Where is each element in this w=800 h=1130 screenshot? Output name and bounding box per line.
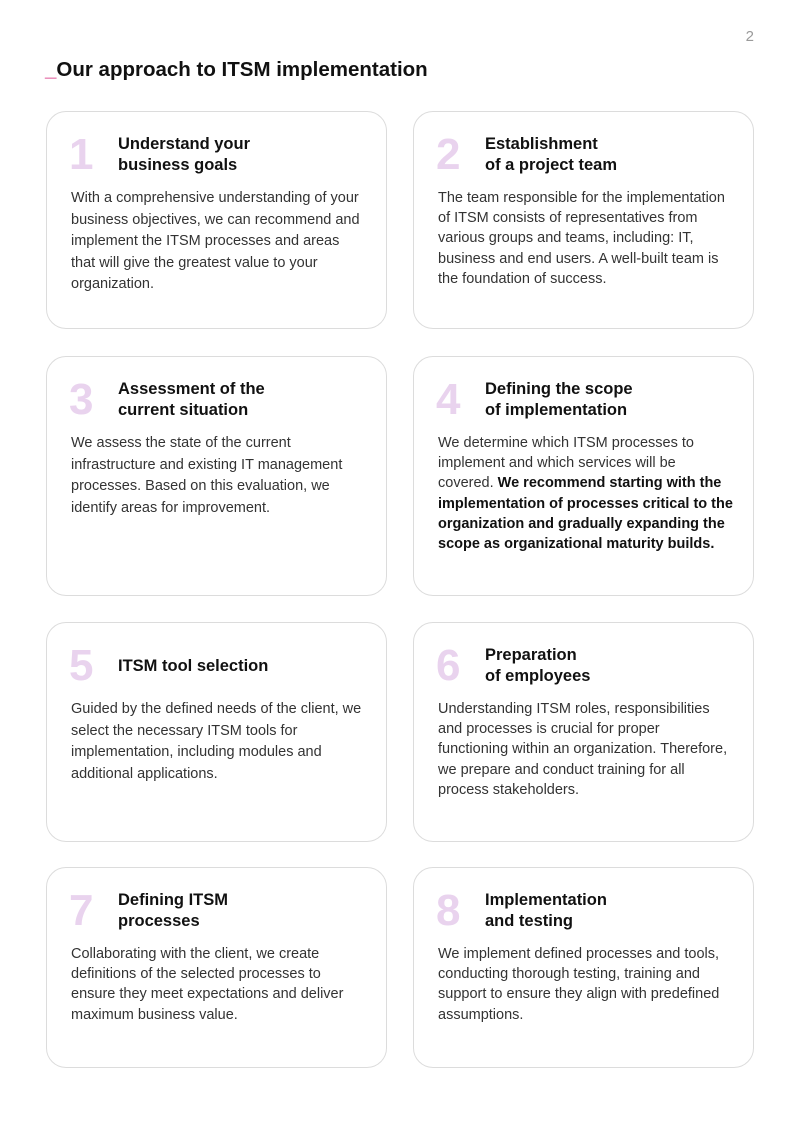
card-assessment-current-situation	[46, 356, 387, 596]
card-title	[485, 377, 733, 423]
card-title	[118, 643, 366, 689]
card-title	[485, 643, 733, 689]
card-header	[438, 377, 733, 423]
card-title-text: Establishment of a project team	[485, 135, 618, 174]
card-defining-scope	[413, 356, 754, 596]
card-preparation-employees	[413, 622, 754, 842]
card-body: The team responsible for the implementation of ITSM consists of representatives from various groups and teams, including: IT, business and end users. A well-built team is the foundation of success.	[438, 190, 725, 287]
card-body: Collaborating with the client, we create definitions of the selected processes to ensure they meet expectations and deliver maximum business value.	[71, 946, 344, 1023]
card-number: 4	[436, 375, 461, 424]
page-title	[45, 58, 428, 82]
card-body: Understanding ITSM roles, responsibilities and processes is crucial for proper functioning within an organization. Therefore, we prepare and conduct training for all process stakeholders.	[438, 701, 728, 798]
card-body: With a comprehensive understanding of your business objectives, we can recommend and implement the ITSM processes and areas that will give the greatest value to your organization.	[71, 190, 360, 292]
title-accent: _	[45, 58, 57, 81]
card-number: 7	[69, 886, 94, 935]
card-title-text: ITSM tool selection	[118, 656, 269, 675]
card-number: 1	[69, 130, 94, 179]
card-title-text: Defining ITSM processes	[118, 891, 228, 930]
card-header	[438, 888, 733, 934]
card-title	[118, 132, 366, 178]
card-header	[71, 888, 366, 934]
card-title	[485, 132, 733, 178]
card-body: We implement defined processes and tools, conducting thorough testing, training and support to ensure they align with predefined assumptions.	[438, 946, 720, 1023]
card-title-text: Preparation of employees	[485, 646, 591, 685]
card-body: Guided by the defined needs of the client, we select the necessary ITSM tools for implementation, including modules and additional applications.	[71, 701, 362, 782]
card-title-text: Implementation and testing	[485, 891, 607, 930]
card-number: 2	[436, 130, 461, 179]
card-number: 5	[69, 641, 94, 690]
card-body	[438, 433, 733, 554]
card-body-bold: We recommend starting with the implementation of processes critical to the organization and gradually expanding the scope as organizational maturity builds.	[438, 475, 733, 553]
card-implementation-testing	[413, 867, 754, 1068]
card-itsm-tool-selection	[46, 622, 387, 842]
card-establishment-project-team	[413, 111, 754, 329]
card-body: We assess the state of the current infrastructure and existing IT management processes. Based on this evaluation, we identify areas for improvement.	[71, 435, 343, 516]
card-title	[485, 888, 733, 934]
page-title-text: Our approach to ITSM implementation	[56, 58, 428, 81]
card-number: 3	[69, 375, 94, 424]
card-header	[71, 643, 366, 689]
card-body-regular: We determine which ITSM processes to implement and which services will be covered.	[438, 435, 694, 492]
card-understand-business-goals	[46, 111, 387, 329]
page-number: 2	[745, 28, 754, 45]
card-defining-itsm-processes	[46, 867, 387, 1068]
card-number: 6	[436, 641, 461, 690]
card-title	[118, 888, 366, 934]
card-header	[438, 643, 733, 689]
card-header	[438, 132, 733, 178]
card-header	[71, 377, 366, 423]
card-header	[71, 132, 366, 178]
card-title-text: Understand your business goals	[118, 135, 251, 174]
card-number: 8	[436, 886, 461, 935]
card-title	[118, 377, 366, 423]
card-title-text: Assessment of the current situation	[118, 380, 265, 419]
card-title-text: Defining the scope of implementation	[485, 380, 633, 419]
